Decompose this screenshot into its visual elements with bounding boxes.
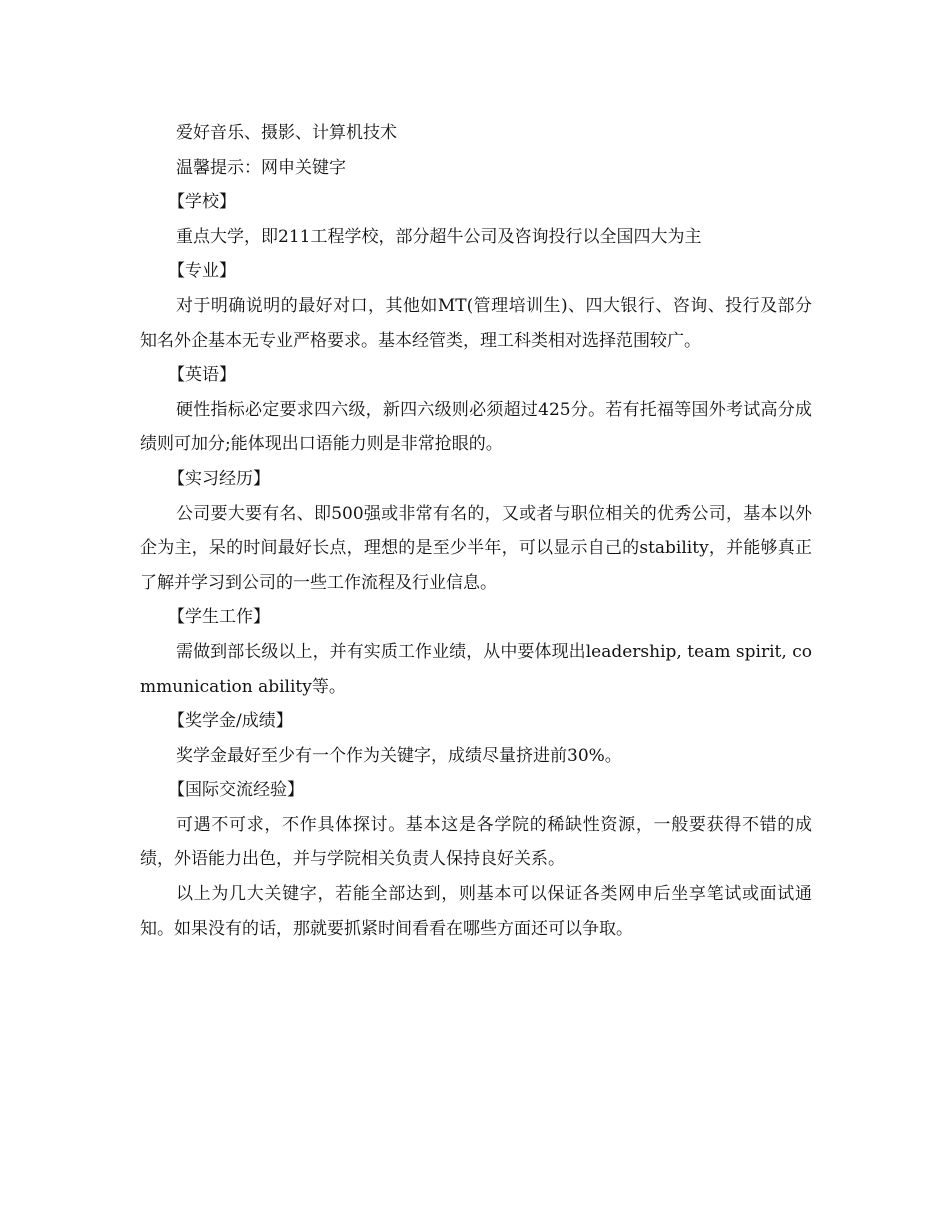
international-paragraph: 可遇不可求，不作具体探讨。基本这是各学院的稀缺性资源，一般要获得不错的成绩，外语能力出色，并与学院相关负责人保持良好关系。	[140, 814, 812, 870]
student-work-paragraph: 需做到部长级以上，并有实质工作业绩，从中要体现出leadership, team spirit, communication ability等。	[140, 641, 812, 697]
section-heading-student-work: 【学生工作】	[168, 607, 270, 628]
section-heading-international: 【国际交流经验】	[168, 780, 304, 801]
document-body	[140, 116, 812, 946]
school-paragraph: 重点大学，即211工程学校，部分超牛公司及咨询投行以全国四大为主	[176, 226, 702, 247]
major-paragraph: 对于明确说明的最好对口，其他如MT(管理培训生)、四大银行、咨询、投行及部分知名外企基本无专业严格要求。基本经管类，理工科类相对选择范围较广。	[140, 295, 812, 351]
scholarship-paragraph: 奖学金最好至少有一个作为关键字，成绩尽量挤进前30%。	[176, 745, 622, 766]
section-heading-major: 【专业】	[168, 261, 236, 282]
hobbies-line: 爱好音乐、摄影、计算机技术	[176, 123, 397, 143]
summary-paragraph: 以上为几大关键字，若能全部达到，则基本可以保证各类网申后坐享笔试或面试通知。如果没有的话，那就要抓紧时间看看在哪些方面还可以争取。	[140, 884, 812, 939]
english-paragraph: 硬性指标必定要求四六级，新四六级则必须超过425分。若有托福等国外考试高分成绩则可加分;能体现出口语能力则是非常抢眼的。	[140, 399, 812, 455]
section-heading-school: 【学校】	[168, 192, 236, 213]
section-heading-english: 【英语】	[168, 365, 236, 386]
internship-paragraph: 公司要大要有名、即500强或非常有名的，又或者与职位相关的优秀公司，基本以外企为主，呆的时间最好长点，理想的是至少半年，可以显示自己的stability，并能够真正了解并学习到公司的一些工作流程及行业信息。	[140, 503, 812, 593]
tip-line: 温馨提示：网申关键字	[176, 157, 346, 178]
section-heading-scholarship: 【奖学金/成绩】	[168, 711, 293, 732]
section-heading-internship: 【实习经历】	[168, 468, 270, 489]
